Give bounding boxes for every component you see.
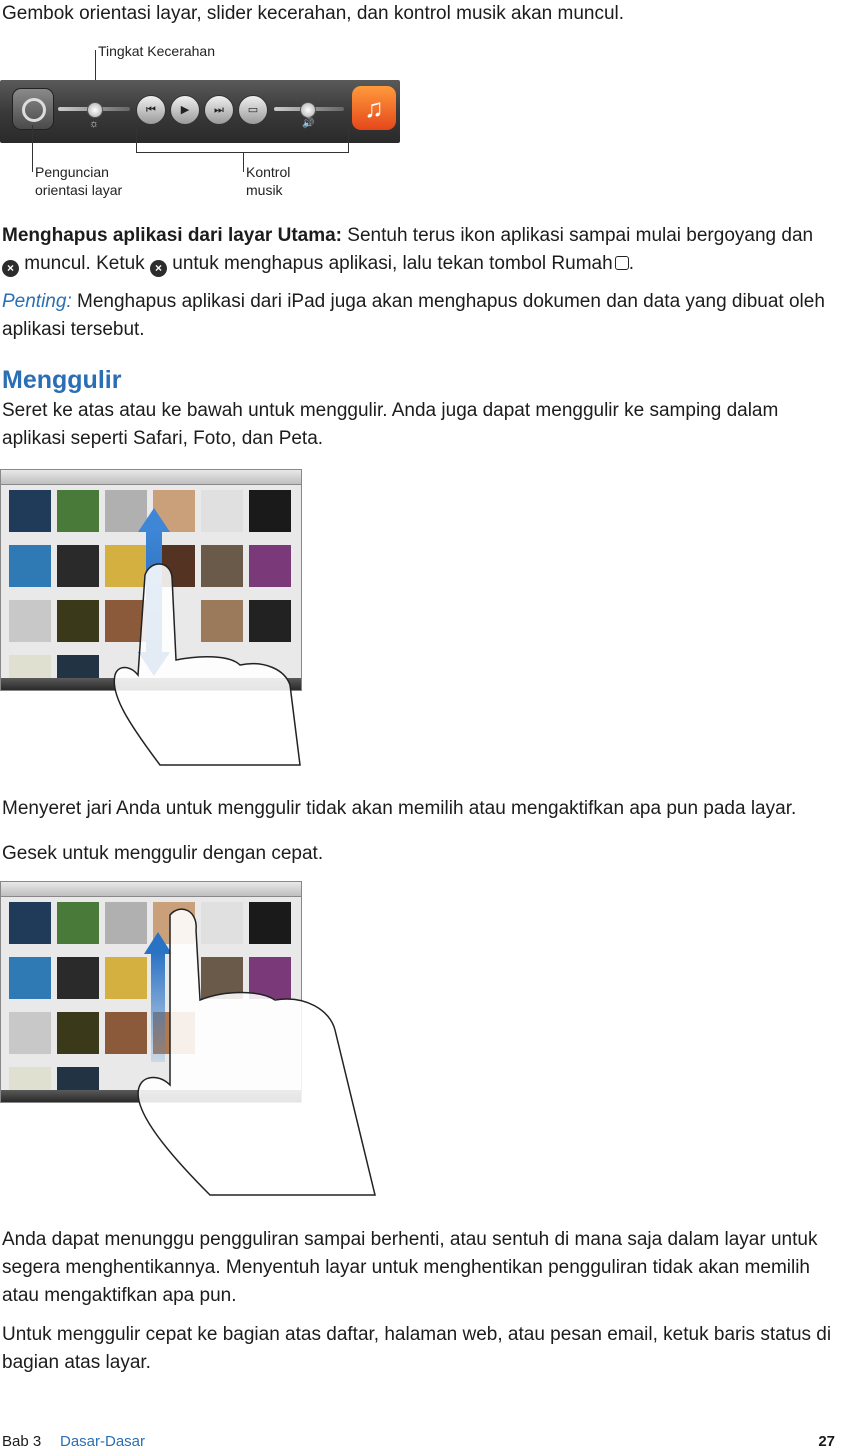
speaker-icon: 🔊	[302, 118, 315, 129]
lock-callout-line1: Penguncian	[35, 164, 109, 180]
home-button-icon	[615, 256, 629, 270]
footer-chapter: Bab 3	[2, 1433, 42, 1450]
delete-apps-text4: .	[628, 253, 634, 274]
scroll-paragraph: Seret ke atas atau ke bawah untuk menggulir. Anda juga dapat menggulir ke samping dalam aplikasi seperti Safari, Foto, dan Peta.	[2, 400, 779, 449]
orientation-lock-icon	[12, 88, 54, 130]
delete-badge-icon: ×	[2, 260, 19, 277]
delete-apps-text3: untuk menghapus aplikasi, lalu tekan tombol Rumah	[172, 253, 613, 274]
music-bracket-left	[136, 125, 137, 153]
brightness-slider-knob	[87, 102, 103, 118]
intro-text: Gembok orientasi layar, slider kecerahan, dan kontrol musik akan muncul.	[2, 3, 625, 24]
music-callout-line1: Kontrol	[246, 164, 291, 180]
album-cover	[9, 1012, 51, 1054]
drag-note: Menyeret jari Anda untuk menggulir tidak akan memilih atau mengaktifkan apa pun pada layar.	[2, 798, 797, 819]
screenshot-toolbar	[1, 882, 301, 897]
hand-drag-icon	[90, 555, 310, 770]
album-cover	[249, 490, 291, 532]
section-heading: Menggulir	[2, 366, 122, 394]
arrow-up-icon	[138, 508, 170, 532]
top-paragraph: Untuk menggulir cepat ke bagian atas daftar, halaman web, atau pesan email, ketuk baris status di bagian atas layar.	[2, 1324, 832, 1373]
wait-paragraph: Anda dapat menunggu pengguliran sampai berhenti, atau sentuh di mana saja dalam layar untuk segera menghentikannya. Menyentuh layar untuk menghentikan pengguliran tidak akan memilih atau mengaktifkan apa pun.	[2, 1229, 818, 1306]
control-bar	[0, 80, 400, 143]
brightness-callout: Tingkat Kecerahan	[98, 43, 215, 59]
lock-leader-line	[32, 125, 33, 172]
album-cover	[9, 957, 51, 999]
volume-slider-knob	[300, 102, 316, 118]
screenshot-toolbar	[1, 470, 301, 485]
album-cover	[201, 490, 243, 532]
album-cover	[57, 957, 99, 999]
album-cover	[9, 545, 51, 587]
music-app-icon: ♫	[352, 86, 396, 130]
album-cover	[57, 490, 99, 532]
airplay-icon: ▭	[238, 95, 268, 125]
delete-apps-paragraph	[2, 222, 832, 278]
footer-chapter-title: Dasar-Dasar	[60, 1433, 146, 1450]
previous-track-icon: ⏮	[136, 95, 166, 125]
album-cover	[9, 902, 51, 944]
music-bracket-right	[348, 125, 349, 153]
next-track-icon: ⏭	[204, 95, 234, 125]
lock-callout-line2: orientasi layar	[35, 182, 123, 198]
album-cover	[9, 490, 51, 532]
album-cover	[9, 600, 51, 642]
delete-apps-text1: Sentuh terus ikon aplikasi sampai mulai bergoyang dan	[347, 225, 814, 246]
footer-page-number: 27	[818, 1433, 835, 1450]
important-text: Menghapus aplikasi dari iPad juga akan menghapus dokumen dan data yang dibuat oleh aplikasi tersebut.	[2, 291, 825, 340]
sun-icon: ☼	[89, 118, 100, 130]
hand-flick-icon	[100, 905, 380, 1200]
play-icon: ▶	[170, 95, 200, 125]
flick-note: Gesek untuk menggulir dengan cepat.	[2, 843, 324, 864]
delete-apps-text2: muncul. Ketuk	[24, 253, 145, 274]
album-cover	[57, 902, 99, 944]
delete-apps-lead: Menghapus aplikasi dari layar Utama:	[2, 225, 343, 246]
important-label: Penting:	[2, 291, 72, 312]
music-callout-line2: musik	[246, 182, 283, 198]
important-note	[2, 288, 832, 344]
album-cover	[57, 1012, 99, 1054]
delete-badge-icon: ×	[150, 260, 167, 277]
music-leader-line	[243, 152, 244, 172]
